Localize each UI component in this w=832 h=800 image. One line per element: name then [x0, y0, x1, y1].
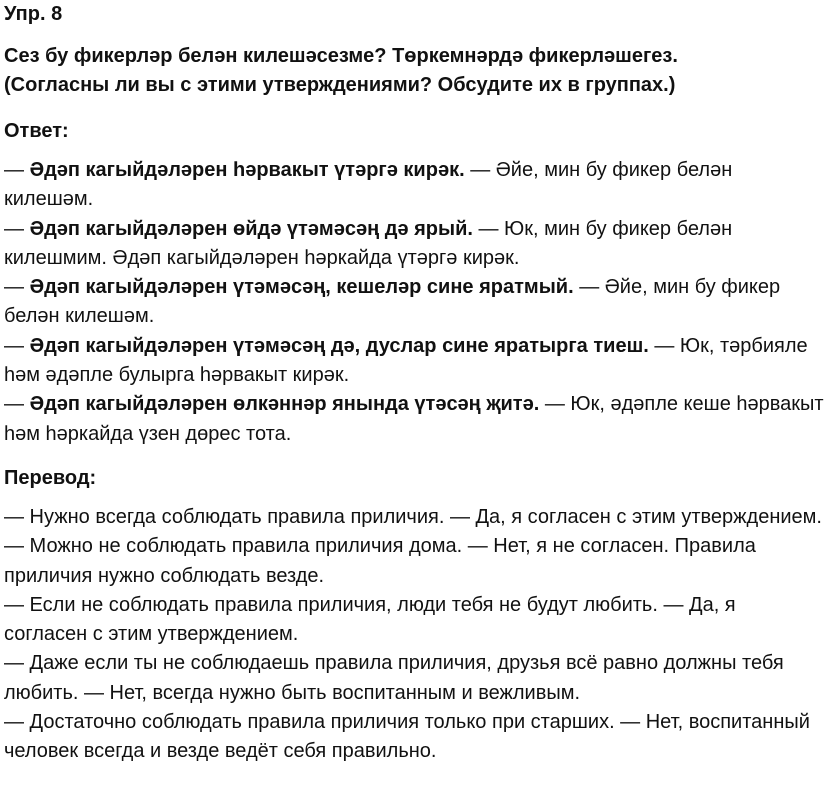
task-russian: (Согласны ли вы с этими утверждениями? Обсудите их в группах.): [4, 74, 676, 96]
exercise-title: Упр. 8: [4, 3, 63, 25]
dash: —: [4, 334, 30, 357]
answer-statement: Әдәп кагыйдәләрен өйдә үтәмәсәң дә ярый.: [29, 217, 473, 240]
translation-item: — Даже если ты не соблюдаешь правила приличия, друзья всё равно должны тебя любить. — Нет, всегда нужно быть воспитанным и вежливым.: [4, 652, 784, 704]
translation-item: — Достаточно соблюдать правила приличия только при старших. — Нет, воспитанный человек всегда и везде ведёт себя правильно.: [4, 711, 810, 763]
answer-response: — Әйе, мин бу фикер белән килешәм.: [4, 159, 733, 211]
answer-statement: Әдәп кагыйдәләрен өлкәннәр янында үтәсәң җитә.: [29, 393, 540, 416]
answer-statement: Әдәп кагыйдәләрен үтәмәсәң, кешеләр сине яратмый.: [29, 276, 574, 299]
answer-item: [4, 215, 824, 274]
answer-response: — Юк, мин бу фикер белән килешмим. Әдәп кагыйдәләрен һәркайда үтәргә кирәк.: [4, 217, 733, 269]
translation-heading: Перевод:: [4, 466, 97, 489]
dash: —: [4, 159, 30, 181]
answer-heading: Ответ:: [4, 120, 69, 142]
task-tatar: Сез бу фикерләр белән килешәсезме? Төркемнәрдә фикерләшегез.: [4, 45, 678, 67]
answer-statement: Әдәп кагыйдәләрен үтәмәсәң дә, дуслар сине яратырга тиеш.: [29, 334, 649, 357]
answer-list: [4, 156, 824, 449]
dash: —: [4, 276, 30, 299]
answer-item: [4, 390, 824, 449]
answer-statement: Әдәп кагыйдәләрен һәрвакыт үтәргә кирәк.: [29, 159, 465, 181]
task-text: [4, 42, 824, 100]
answer-item: [4, 332, 824, 391]
translation-list: [4, 503, 824, 767]
translation-item: — Если не соблюдать правила приличия, люди тебя не будут любить. — Да, я согласен с этим утверждением.: [4, 593, 736, 646]
answer-response: — Әйе, мин бу фикер белән килешәм.: [4, 276, 781, 328]
translation-item: — Нужно всегда соблюдать правила приличия. — Да, я согласен с этим утверждением.: [4, 505, 822, 528]
dash: —: [4, 393, 30, 416]
answer-response: — Юк, тәрбияле һәм әдәпле булырга һәрвакыт кирәк.: [4, 334, 808, 387]
dash: —: [4, 217, 30, 240]
answer-response: — Юк, әдәпле кеше һәрвакыт һәм һәркайда үзен дөрес тота.: [4, 393, 824, 445]
answer-item: [4, 273, 824, 332]
translation-item: — Можно не соблюдать правила приличия дома. — Нет, я не согласен. Правила приличия нужно соблюдать везде.: [4, 535, 756, 587]
answer-item: [4, 156, 824, 215]
